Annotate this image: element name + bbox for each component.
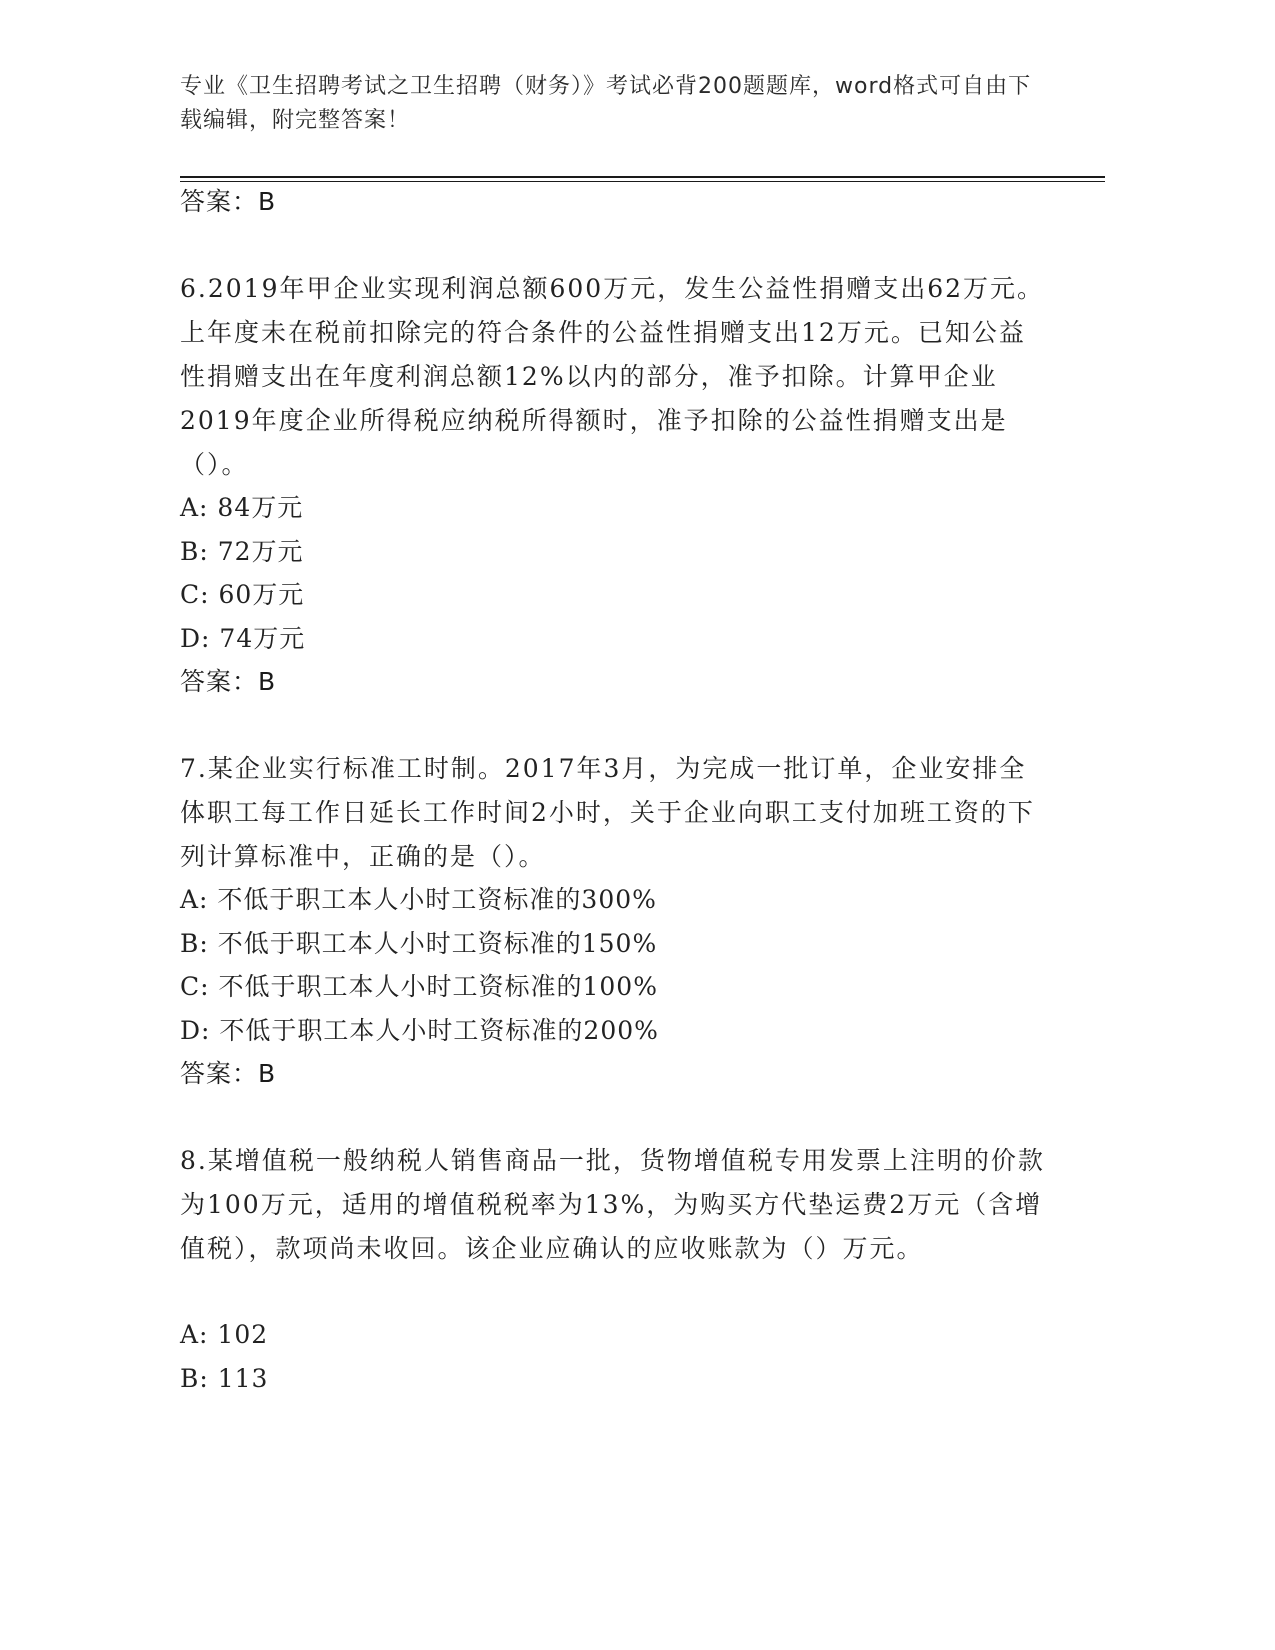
question-6-answer: 答案：B <box>180 667 277 696</box>
question-7-option-d: D: 不低于职工本人小时工资标准的200% <box>180 1016 659 1045</box>
header-rule-thin <box>180 181 1105 182</box>
question-7-answer: 答案：B <box>180 1059 277 1088</box>
question-6-option-d: D: 74万元 <box>180 624 306 653</box>
question-6-option-c: C: 60万元 <box>180 580 305 609</box>
question-6-option-b: B: 72万元 <box>180 537 304 566</box>
question-7-option-c: C: 不低于职工本人小时工资标准的100% <box>180 972 658 1001</box>
question-6-option-a: A: 84万元 <box>180 493 304 522</box>
question-7-option-a: A: 不低于职工本人小时工资标准的300% <box>180 885 657 914</box>
answer-line: 答案：B <box>180 187 277 216</box>
question-8-text: 8.某增值税一般纳税人销售商品一批，货物增值税专用发票上注明的价款为100万元，适用的增值税税率为13%，为购买方代垫运费2万元（含增值税），款项尚未收回。该企业应确认的应收账款为（）万元。 <box>180 1146 1045 1263</box>
question-7-text: 7.某企业实行标准工时制。2017年3月，为完成一批订单，企业安排全体职工每工作日延长工作时间2小时，关于企业向职工支付加班工资的下列计算标准中，正确的是（）。 <box>180 754 1035 871</box>
question-8-option-b: B: 113 <box>180 1364 269 1393</box>
header-rule-thick <box>180 176 1105 178</box>
document-header: 专业《卫生招聘考试之卫生招聘（财务）》考试必背200题题库，word格式可自由下载编辑，附完整答案！ <box>180 74 1032 133</box>
question-7-option-b: B: 不低于职工本人小时工资标准的150% <box>180 929 658 958</box>
question-6-text: 6.2019年甲企业实现利润总额600万元，发生公益性捐赠支出62万元。上年度未在税前扣除完的符合条件的公益性捐赠支出12万元。已知公益性捐赠支出在年度利润总额12%以内的部分，准予扣除。计算甲企业2019年度企业所得税应纳税所得额时，准予扣除的公益性捐赠支出是（）。 <box>180 274 1045 479</box>
question-8-option-a: A: 102 <box>180 1320 269 1349</box>
